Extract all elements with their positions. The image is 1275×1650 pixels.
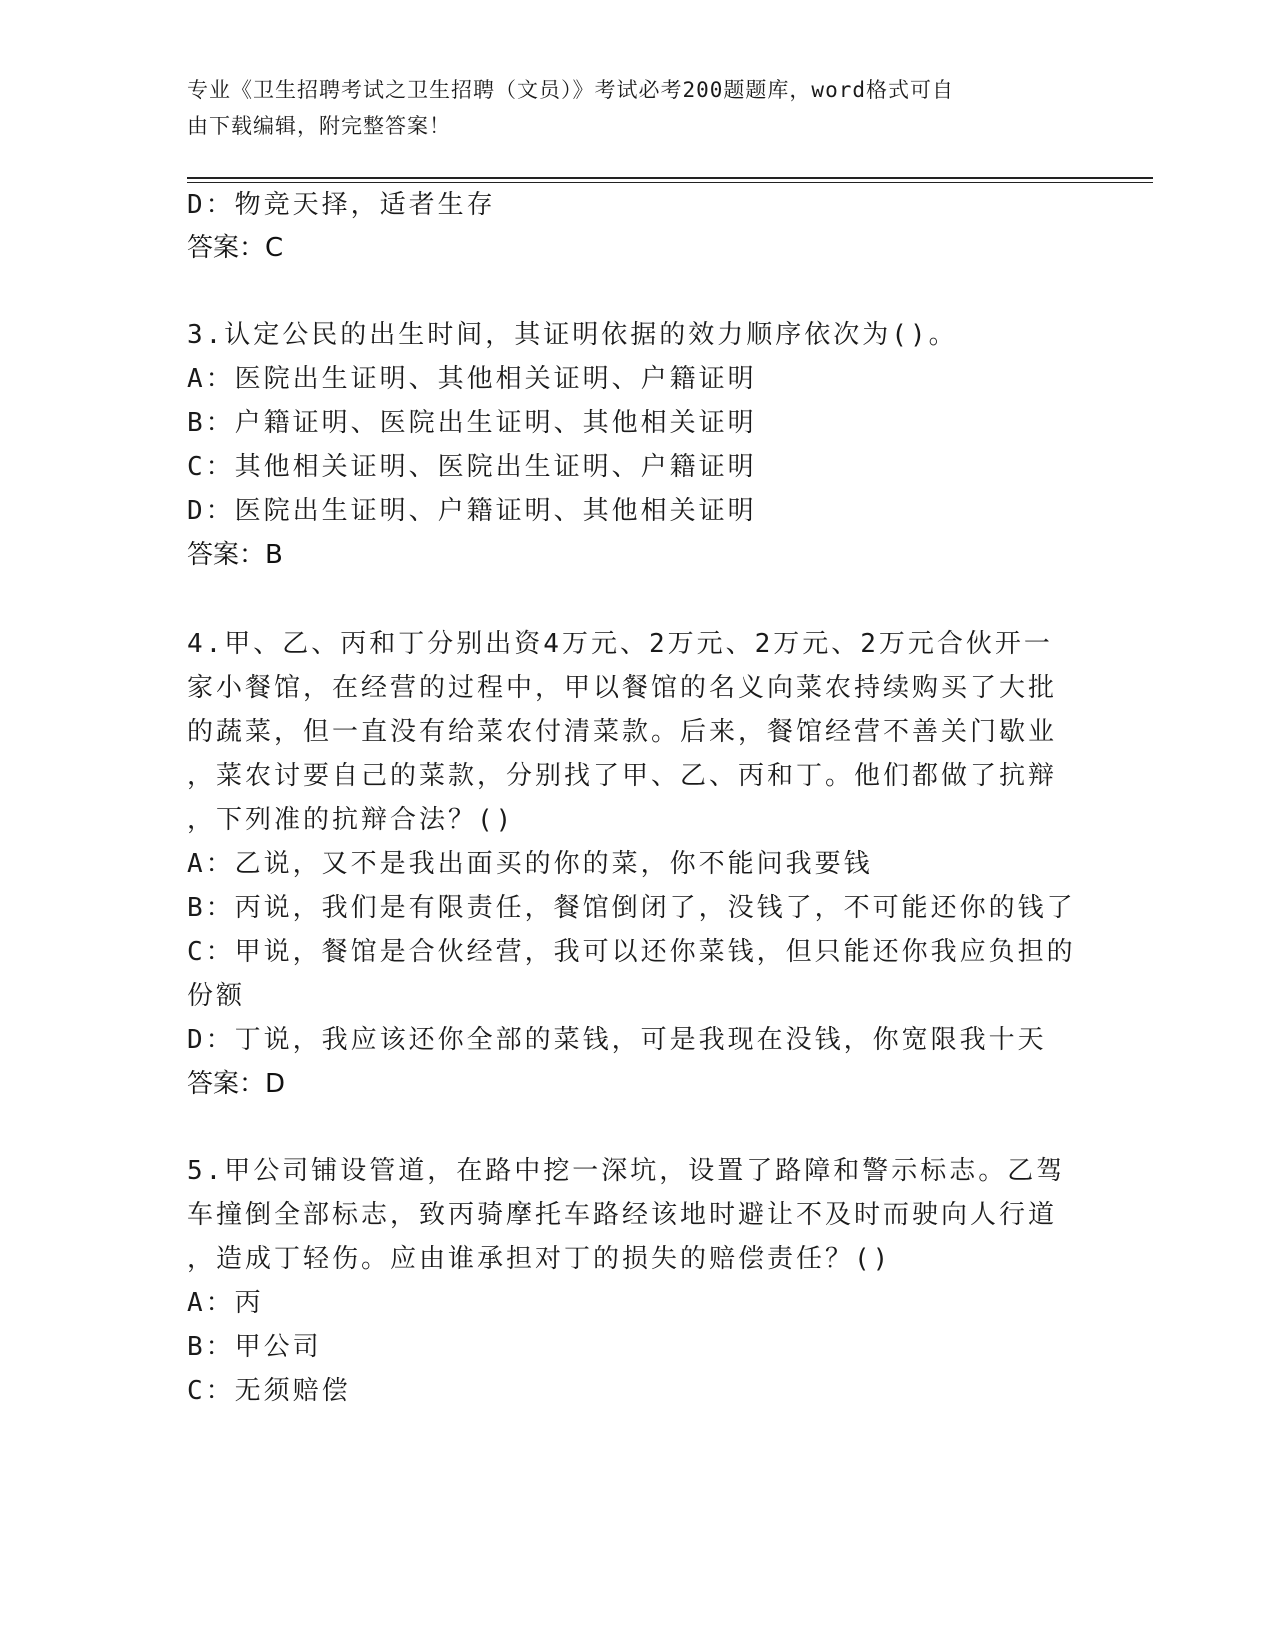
q4-stem-line: 4.甲、乙、丙和丁分别出资4万元、2万元、2万元、2万元合伙开一 (187, 629, 1053, 659)
q2-option-d: D：物竞天择，适者生存 (187, 190, 496, 220)
q3-option-d: D：医院出生证明、户籍证明、其他相关证明 (187, 496, 757, 526)
q4-stem-line: ，下列准的抗辩合法？() (187, 805, 515, 835)
q4-option-c-line: C：甲说，餐馆是合伙经营，我可以还你菜钱，但只能还你我应负担的 (187, 937, 1076, 967)
q4-answer: 答案：D (187, 1069, 286, 1099)
q3-stem: 3.认定公民的出生时间，其证明依据的效力顺序依次为()。 (187, 320, 958, 350)
q3-option-a: A：医院出生证明、其他相关证明、户籍证明 (187, 364, 757, 394)
q4-stem-line: 的蔬菜，但一直没有给菜农付清菜款。后来，餐馆经营不善关门歇业 (187, 717, 1058, 747)
q5-option-a: A：丙 (187, 1288, 264, 1318)
document-header (187, 72, 1087, 144)
q3-option-c: C：其他相关证明、医院出生证明、户籍证明 (187, 452, 757, 482)
q4-option-a: A：乙说，又不是我出面买的你的菜，你不能问我要钱 (187, 849, 873, 879)
q4-option-d: D：丁说，我应该还你全部的菜钱，可是我现在没钱，你宽限我十天 (187, 1025, 1047, 1055)
q4-option-c-line: 份额 (187, 981, 246, 1011)
q5-stem-line: 5.甲公司铺设管道，在路中挖一深坑，设置了路障和警示标志。乙驾 (187, 1156, 1066, 1186)
header-divider-thick (187, 177, 1153, 179)
q3-option-b: B：户籍证明、医院出生证明、其他相关证明 (187, 408, 757, 438)
q5-stem-line: ，造成丁轻伤。应由谁承担对丁的损失的赔偿责任？() (187, 1244, 892, 1274)
q4-option-b: B：丙说，我们是有限责任，餐馆倒闭了，没钱了，不可能还你的钱了 (187, 893, 1076, 923)
q2-answer: 答案：C (187, 233, 284, 263)
header-divider-thin (187, 182, 1153, 183)
q3-answer: 答案：B (187, 540, 283, 570)
header-line-2: 由下载编辑，附完整答案！ (187, 114, 451, 138)
q4-stem-line: ，菜农讨要自己的菜款，分别找了甲、乙、丙和丁。他们都做了抗辩 (187, 761, 1058, 791)
header-line-1: 专业《卫生招聘考试之卫生招聘（文员）》考试必考200题题库，word格式可自 (187, 78, 954, 102)
q5-option-b: B：甲公司 (187, 1332, 322, 1362)
q5-option-c: C：无须赔偿 (187, 1376, 351, 1406)
q4-stem-line: 家小餐馆，在经营的过程中，甲以餐馆的名义向菜农持续购买了大批 (187, 673, 1058, 703)
q5-stem-line: 车撞倒全部标志，致丙骑摩托车路经该地时避让不及时而驶向人行道 (187, 1200, 1058, 1230)
